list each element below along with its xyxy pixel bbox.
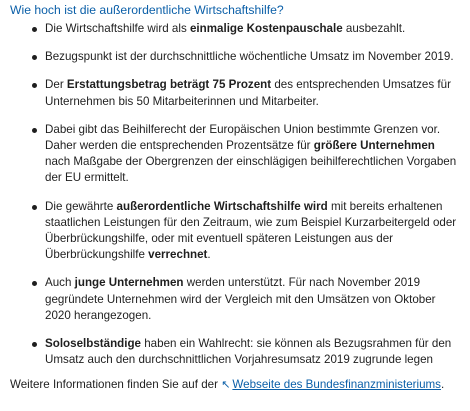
link-text: Webseite des Bundesfinanzministeriums — [232, 378, 441, 392]
list-item-bezugspunkt — [32, 49, 462, 65]
item-bold-text: einmalige Kostenpauschale — [189, 22, 343, 35]
item-text: mit bereits erhaltenen staatlichen Leistungen für den Zeitraum, wie zum Beispiel Kurzarbeitergeld oder Überbrückungshilfe, oder mit eventuell späteren Leistungen aus der Überbrückungshilfe — [45, 199, 457, 262]
item-text: des entsprechenden Umsatzes für Unternehmen bis 50 Mitarbeiterinnen und Mitarbeiter. — [45, 78, 451, 108]
item-text: werden unterstützt. Für nach November 2019 gegründete Unternehmen wird der Vergleich mit den Umsätzen von Oktober 2020 herangezogen. — [45, 276, 436, 322]
item-text: Auch — [45, 276, 75, 290]
list-item-beihilferecht — [32, 122, 462, 187]
footer-text-end: . — [440, 378, 445, 392]
info-list — [10, 21, 462, 368]
item-text: nach Maßgabe der Obergrenzen der einschlägigen beihilferechtlichen Vorgaben der EU ermittelt. — [45, 155, 457, 185]
item-text: ausbezahlt. — [342, 22, 406, 35]
section-heading: Wie hoch ist die außerordentliche Wirtschaftshilfe? — [10, 3, 284, 17]
item-text: Die gewährte — [45, 199, 117, 213]
item-bold-text: größere Unternehmen — [313, 139, 435, 153]
item-text: Bezugspunkt ist der durchschnittliche wöchentliche Umsatz im November 2019. — [45, 50, 454, 64]
external-link-arrow-icon: ↖ — [221, 379, 231, 392]
list-item-verrechnung — [32, 199, 462, 264]
item-text: haben ein Wahlrecht: sie können als Bezugsrahmen für den Umsatz auch den durchschnittlichen Vorjahresumsatz 2019 zugrunde legen — [45, 337, 452, 367]
footer-paragraph — [10, 377, 462, 393]
item-bold-text: Soloselbständige — [45, 337, 141, 351]
item-text: . — [207, 248, 211, 262]
list-item-erstattungsbetrag — [32, 77, 462, 109]
item-bold-text: außerordentliche Wirtschaftshilfe wird — [116, 199, 328, 213]
footer-text: Weitere Informationen finden Sie auf der — [10, 378, 222, 392]
list-item-junge-unternehmen — [32, 275, 462, 324]
item-text: Dabei gibt das Beihilferecht der Europäischen Union bestimmte Grenzen vor. Daher werden die entsprechenden Prozentsätze für — [45, 122, 441, 153]
item-bold-text: junge Unternehmen — [74, 276, 184, 290]
list-item-pauschale — [32, 21, 462, 37]
list-item-soloselbstaendige — [32, 336, 462, 368]
item-bold-text: verrechnet — [148, 248, 208, 262]
item-text: Der — [45, 78, 67, 92]
item-bold-text: Erstattungsbetrag beträgt 75 Prozent — [66, 78, 272, 92]
ministry-website-link[interactable] — [221, 378, 441, 391]
item-text: Die Wirtschaftshilfe wird als — [45, 22, 190, 35]
